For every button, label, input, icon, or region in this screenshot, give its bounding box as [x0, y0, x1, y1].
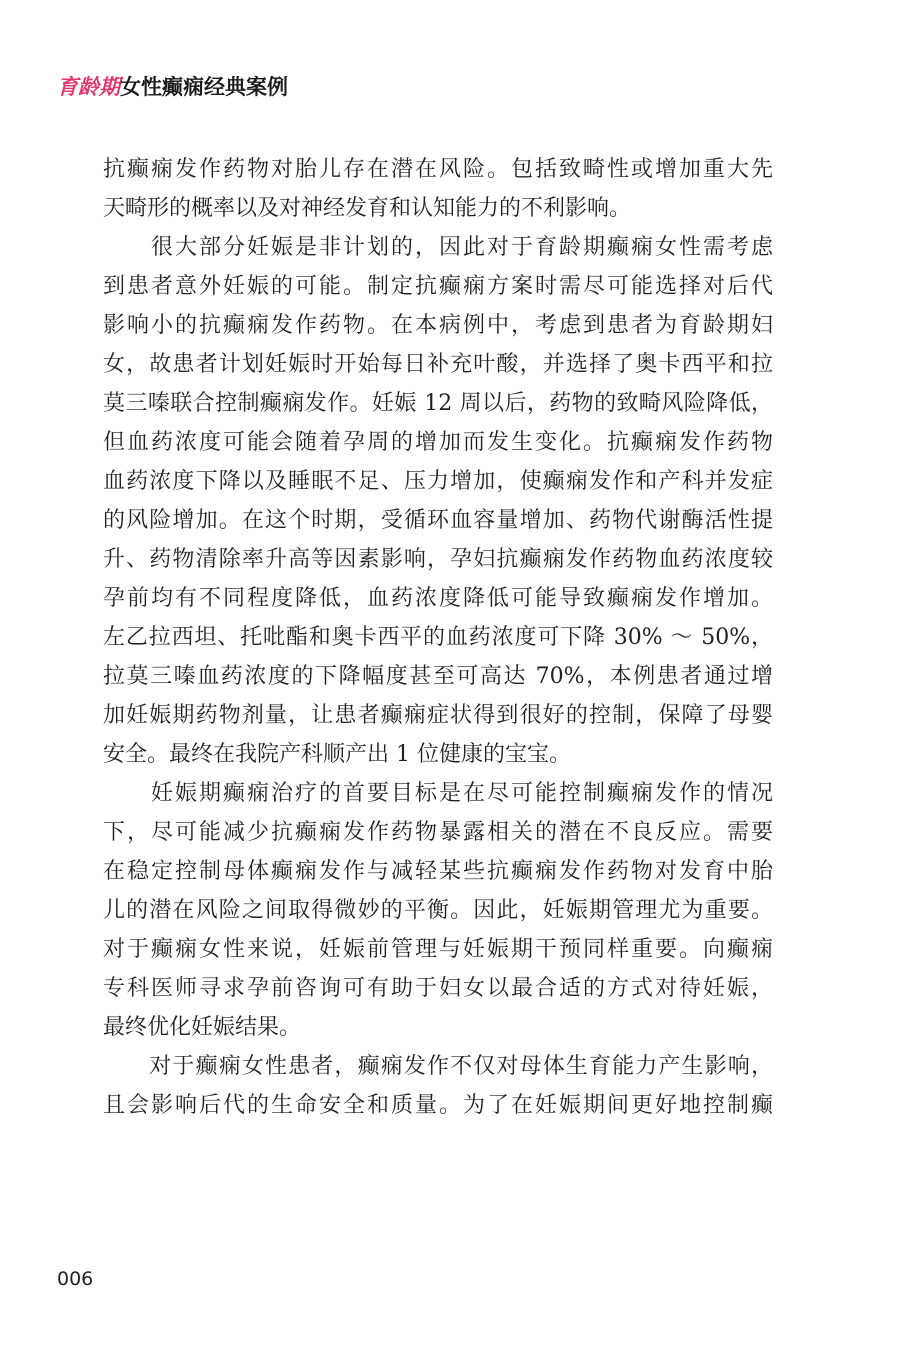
text-line: 但血药浓度可能会随着孕周的增加而发生变化。抗癫痫发作药物 [103, 430, 773, 455]
text-line: 天畸形的概率以及对神经发育和认知能力的不利影响。 [103, 196, 632, 221]
text-line: 儿的潜在风险之间取得微妙的平衡。因此，妊娠期管理尤为重要。 [103, 898, 773, 923]
text-line: 莫三嗪联合控制癫痫发作。妊娠 12 周以后，药物的致畸风险降低， [103, 391, 773, 416]
text-line: 在稳定控制母体癫痫发作与减轻某些抗癫痫发作药物对发育中胎 [103, 859, 773, 884]
text-line: 到患者意外妊娠的可能。制定抗癫痫方案时需尽可能选择对后代 [103, 274, 773, 299]
text-line: 很大部分妊娠是非计划的，因此对于育龄期癫痫女性需考虑 [103, 235, 773, 260]
text-line: 孕前均有不同程度降低，血药浓度降低可能导致癫痫发作增加。 [103, 586, 773, 611]
text-line: 妊娠期癫痫治疗的首要目标是在尽可能控制癫痫发作的情况 [103, 781, 773, 806]
text-line: 最终优化妊娠结果。 [103, 1015, 302, 1040]
text-line: 抗癫痫发作药物对胎儿存在潜在风险。包括致畸性或增加重大先 [103, 157, 773, 182]
text-line: 女，故患者计划妊娠时开始每日补充叶酸，并选择了奥卡西平和拉 [103, 352, 773, 377]
text-line: 对于癫痫女性来说，妊娠前管理与妊娠期干预同样重要。向癫痫 [103, 937, 773, 962]
text-line: 左乙拉西坦、托吡酯和奥卡西平的血药浓度可下降 30% ～ 50%， [103, 625, 773, 650]
running-header [57, 72, 288, 102]
text-line: 下，尽可能减少抗癫痫发作药物暴露相关的潜在不良反应。需要 [103, 820, 773, 845]
text-line: 专科医师寻求孕前咨询可有助于妇女以最合适的方式对待妊娠， [103, 976, 773, 1001]
header-accent-title: 育龄期 [57, 75, 120, 99]
body-text [103, 150, 773, 1125]
text-line: 对于癫痫女性患者，癫痫发作不仅对母体生育能力产生影响， [103, 1054, 773, 1079]
text-line: 血药浓度下降以及睡眠不足、压力增加，使癫痫发作和产科并发症 [103, 469, 773, 494]
text-line: 的风险增加。在这个时期，受循环血容量增加、药物代谢酶活性提 [103, 508, 773, 533]
text-line: 拉莫三嗪血药浓度的下降幅度甚至可高达 70%，本例患者通过增 [103, 664, 773, 689]
text-line: 影响小的抗癫痫发作药物。在本病例中，考虑到患者为育龄期妇 [103, 313, 773, 338]
paragraph [103, 228, 773, 774]
header-title: 女性癫痫经典案例 [120, 75, 288, 99]
page-number: 006 [57, 1268, 94, 1290]
text-line: 加妊娠期药物剂量，让患者癫痫症状得到很好的控制，保障了母婴 [103, 703, 773, 728]
paragraph [103, 774, 773, 1047]
text-line: 且会影响后代的生命安全和质量。为了在妊娠期间更好地控制癫 [103, 1093, 773, 1118]
text-line: 安全。最终在我院产科顺产出 1 位健康的宝宝。 [103, 742, 571, 767]
text-line: 升、药物清除率升高等因素影响，孕妇抗癫痫发作药物血药浓度较 [103, 547, 773, 572]
paragraph [103, 1047, 773, 1125]
paragraph [103, 150, 773, 228]
